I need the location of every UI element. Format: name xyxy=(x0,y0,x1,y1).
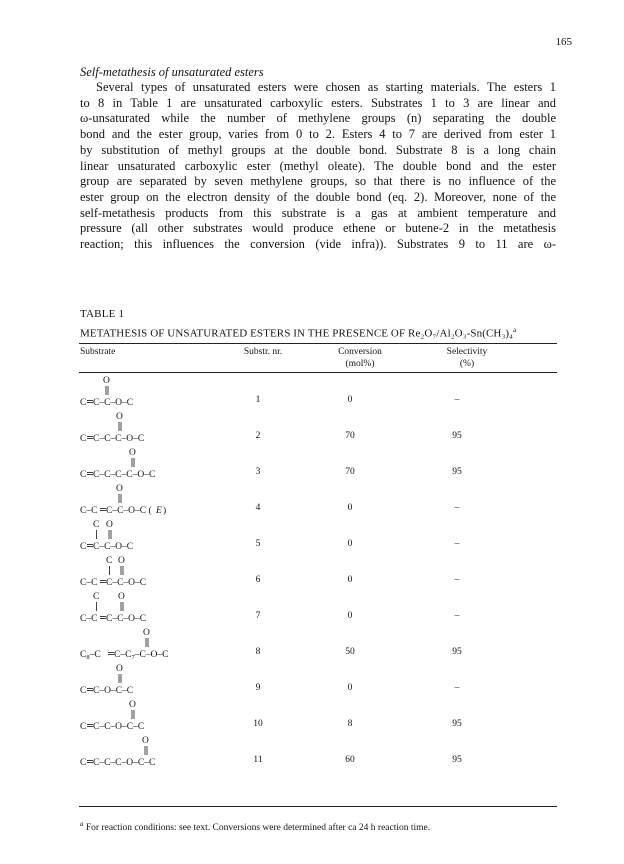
table-row xyxy=(80,374,556,410)
table-row xyxy=(80,590,556,626)
svg-text:C8–C: $C_8-C$ xyxy=(80,650,101,661)
substrate-nr: 2 xyxy=(255,431,261,441)
svg-text:C–C–O–C (: C–C–O–C ( xyxy=(106,506,152,516)
conversion-value: 8 xyxy=(347,719,353,729)
table-row xyxy=(80,446,556,482)
table-title xyxy=(80,326,516,340)
paragraph-line: Several types of unsaturated esters were chosen as starting materials. The esters 1 xyxy=(96,80,556,94)
selectivity-value: – xyxy=(454,683,460,693)
substrate-nr: 11 xyxy=(253,755,263,765)
table-title-text: METATHESIS OF UNSATURATED ESTERS IN THE PRESENCE OF xyxy=(80,327,406,340)
table-header-rule xyxy=(79,372,557,373)
header-conversion xyxy=(325,346,395,370)
table-row xyxy=(80,626,556,662)
selectivity-value: 95 xyxy=(452,719,462,729)
svg-text:O: O xyxy=(106,520,113,530)
structure-formula xyxy=(80,374,280,410)
footnote-text: For reaction conditions: see text. Conversions were determined after ca 24 h reaction time. xyxy=(85,823,431,834)
svg-text:C–C: C–C xyxy=(80,614,98,624)
header-selectivity-unit: (%) xyxy=(459,359,475,369)
catalyst-formula: Re₂O₇/Al₂O₃-Sn(CH₃)₄ xyxy=(408,327,514,340)
header-substrate: Substrate xyxy=(80,347,116,357)
svg-text:O: O xyxy=(116,412,123,422)
structure-formula xyxy=(80,554,280,590)
paragraph-line: by substitution of methyl groups at the double bond. Substrate 8 is a long chain xyxy=(80,142,556,157)
paragraph-line: group are separated by seven methylene groups, so that there is no influence of the xyxy=(80,174,556,189)
svg-text:C: C xyxy=(93,592,100,602)
paragraph-line: ester group on the electron density of the double bond (eq. 2). Moreover, none of the xyxy=(80,189,556,204)
paragraph-line: to 8 in Table 1 are unsaturated carboxylic esters. Substrates 1 to 3 are linear and xyxy=(80,95,556,110)
svg-text:C: C xyxy=(80,758,87,768)
structure-formula xyxy=(80,518,280,554)
svg-text:C: C xyxy=(106,556,113,566)
svg-text:E: E xyxy=(156,506,162,516)
svg-text:O: O xyxy=(129,700,136,710)
structure-formula xyxy=(80,698,280,734)
svg-text:C: C xyxy=(80,470,87,480)
table-row xyxy=(80,410,556,446)
table-row xyxy=(80,734,556,770)
selectivity-value: – xyxy=(454,503,460,513)
svg-text:O: O xyxy=(103,376,110,386)
svg-text:C–C–O–C: C–C–O–C xyxy=(93,542,134,552)
svg-text:C–C: C–C xyxy=(80,506,98,516)
selectivity-value: – xyxy=(454,611,460,621)
table-row xyxy=(80,518,556,554)
paragraph-line: bond and the ester group, varies from 0 to 2. Esters 4 to 7 are derived from ester 1 xyxy=(80,127,556,142)
svg-text:C: C xyxy=(93,520,100,530)
page-number: 165 xyxy=(555,36,572,48)
paragraph-line: linear unsaturated carboxylic ester (methyl oleate). The double bond and the ester xyxy=(80,158,556,173)
substrate-nr: 3 xyxy=(255,467,261,477)
selectivity-value: – xyxy=(454,575,460,585)
paragraph-line: pressure (all other substrates would produce ethene or butene-2 in the metathesis xyxy=(80,221,556,236)
structure-formula xyxy=(80,626,280,662)
svg-text:C–C7–C–O–C: $C-C_7-C-O-C$ xyxy=(114,650,169,661)
selectivity-value: – xyxy=(454,539,460,549)
svg-text:C–O–C–C: C–O–C–C xyxy=(93,686,134,696)
body-paragraph xyxy=(80,80,556,253)
svg-text:): ) xyxy=(163,506,167,516)
structure-formula xyxy=(80,734,280,770)
conversion-value: 0 xyxy=(347,575,353,585)
header-selectivity xyxy=(437,346,497,370)
paragraph-line: ω-unsaturated while the number of methylene groups (n) separating the double xyxy=(80,111,556,126)
selectivity-value: – xyxy=(454,395,460,405)
structure-formula xyxy=(80,482,280,518)
substrate-nr: 7 xyxy=(255,611,261,621)
svg-text:C–C–C–C–O–C: C–C–C–C–O–C xyxy=(93,470,156,480)
selectivity-value: 95 xyxy=(452,467,462,477)
svg-text:O: O xyxy=(129,448,136,458)
header-conversion-label: Conversion xyxy=(338,347,382,357)
structure-formula xyxy=(80,590,280,626)
table-label: TABLE 1 xyxy=(80,308,125,320)
header-selectivity-label: Selectivity xyxy=(446,347,488,357)
svg-text:C–C: C–C xyxy=(80,578,98,588)
paragraph-line: reaction; this influences the conversion (vide infra)). Substrates 9 to 11 are ω- xyxy=(80,237,556,252)
svg-text:C–C–O–C–C: C–C–O–C–C xyxy=(93,722,145,732)
substrate-nr: 9 xyxy=(255,683,261,693)
conversion-value: 0 xyxy=(347,395,353,405)
conversion-value: 70 xyxy=(345,431,355,441)
svg-text:C: C xyxy=(80,434,87,444)
table-row xyxy=(80,662,556,698)
svg-text:O: O xyxy=(116,484,123,494)
table-row xyxy=(80,554,556,590)
svg-text:C: C xyxy=(80,398,87,408)
substrate-nr: 10 xyxy=(253,719,263,729)
selectivity-value: 95 xyxy=(452,647,462,657)
conversion-value: 70 xyxy=(345,467,355,477)
selectivity-value: 95 xyxy=(452,755,462,765)
table-row xyxy=(80,482,556,518)
conversion-value: 0 xyxy=(347,503,353,513)
table-row xyxy=(80,698,556,734)
svg-text:C: C xyxy=(80,686,87,696)
svg-text:O: O xyxy=(143,628,150,638)
selectivity-value: 95 xyxy=(452,431,462,441)
svg-text:O: O xyxy=(118,556,125,566)
header-substr-nr: Substr. nr. xyxy=(243,347,283,357)
table-footnote xyxy=(80,820,430,833)
svg-text:O: O xyxy=(116,664,123,674)
substrate-nr: 8 xyxy=(255,647,261,657)
footnote-mark: a xyxy=(80,820,84,828)
svg-text:C: C xyxy=(80,542,87,552)
substrate-nr: 1 xyxy=(255,395,261,405)
svg-text:C–C–O–C: C–C–O–C xyxy=(106,578,147,588)
table-top-rule xyxy=(79,343,557,344)
substrate-nr: 6 xyxy=(255,575,261,585)
table-note-mark: a xyxy=(513,326,517,334)
svg-text:C–C–C–O–C–C: C–C–C–O–C–C xyxy=(93,758,156,768)
header-conversion-unit: (mol%) xyxy=(345,359,375,369)
paragraph-line: self-metathesis products from this substrate is a gas at ambient temperature and xyxy=(80,205,556,220)
conversion-value: 0 xyxy=(347,539,353,549)
conversion-value: 0 xyxy=(347,611,353,621)
conversion-value: 60 xyxy=(345,755,355,765)
table-bottom-rule xyxy=(79,806,557,807)
substrate-nr: 4 xyxy=(255,503,261,513)
svg-text:C: C xyxy=(80,722,87,732)
section-heading: Self-metathesis of unsaturated esters xyxy=(80,65,264,79)
conversion-value: 0 xyxy=(347,683,353,693)
svg-text:O: O xyxy=(142,736,149,746)
structure-formula xyxy=(80,410,280,446)
svg-text:C–C–O–C: C–C–O–C xyxy=(93,398,134,408)
svg-text:C–C–O–C: C–C–O–C xyxy=(106,614,147,624)
svg-text:O: O xyxy=(118,592,125,602)
svg-text:C–C–C–O–C: C–C–C–O–C xyxy=(93,434,145,444)
structure-formula xyxy=(80,662,280,698)
substrate-nr: 5 xyxy=(255,539,261,549)
conversion-value: 50 xyxy=(345,647,355,657)
structure-formula xyxy=(80,446,280,482)
